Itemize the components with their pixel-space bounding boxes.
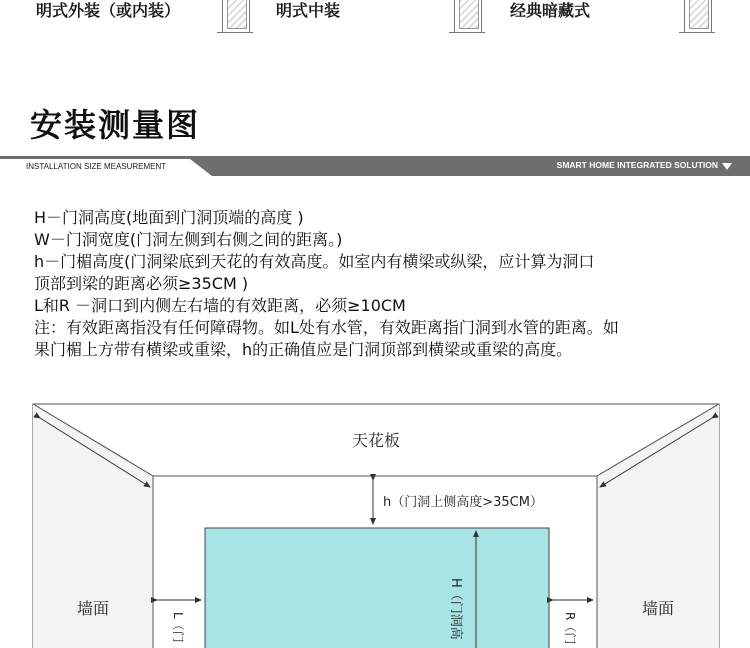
note-line: W－门洞宽度(门洞左侧到右侧之间的距离。): [34, 230, 343, 249]
note-line: H－门洞高度(地面到门洞顶端的高度 ): [34, 208, 304, 227]
right-wall-label: 墙面: [641, 599, 675, 618]
ceiling-label: 天花板: [351, 431, 401, 450]
note-line: 注：有效距离指没有任何障碍物。如L处有水管，有效距离指门洞到水管的距离。如: [34, 318, 619, 337]
option-outer-mount: 明式外装（或内装）: [36, 1, 181, 20]
h-label: h（门洞上侧高度>35CM）: [383, 495, 543, 510]
note-line: L和R －洞口到内侧左右墙的有效距离，必须≥10CM: [34, 296, 406, 315]
left-wall-label: 墙面: [76, 599, 110, 618]
banner-left-text: INSTALLATION SIZE MEASUREMENT: [26, 162, 167, 171]
note-line: 顶部到梁的距离必须≥35CM ): [34, 274, 249, 293]
note-line: h－门楣高度(门洞梁底到天花的有效高度。如室内有横梁或纵梁，应计算为洞口: [34, 252, 595, 271]
section-title: 安装测量图: [30, 106, 201, 144]
banner-right-text: SMART HOME INTEGRATED SOLUTION: [556, 160, 718, 170]
door-opening: [205, 528, 549, 648]
R-label: R（门: [563, 612, 577, 645]
option-middle-mount: 明式中装: [276, 1, 341, 20]
option-concealed-mount: 经典暗藏式: [510, 1, 591, 20]
note-line: 果门楣上方带有横梁或重梁，h的正确值应是门洞顶部到横梁或重梁的高度。: [34, 340, 573, 359]
H-label: H（门洞高: [448, 578, 463, 640]
L-label: L（门: [171, 612, 185, 643]
